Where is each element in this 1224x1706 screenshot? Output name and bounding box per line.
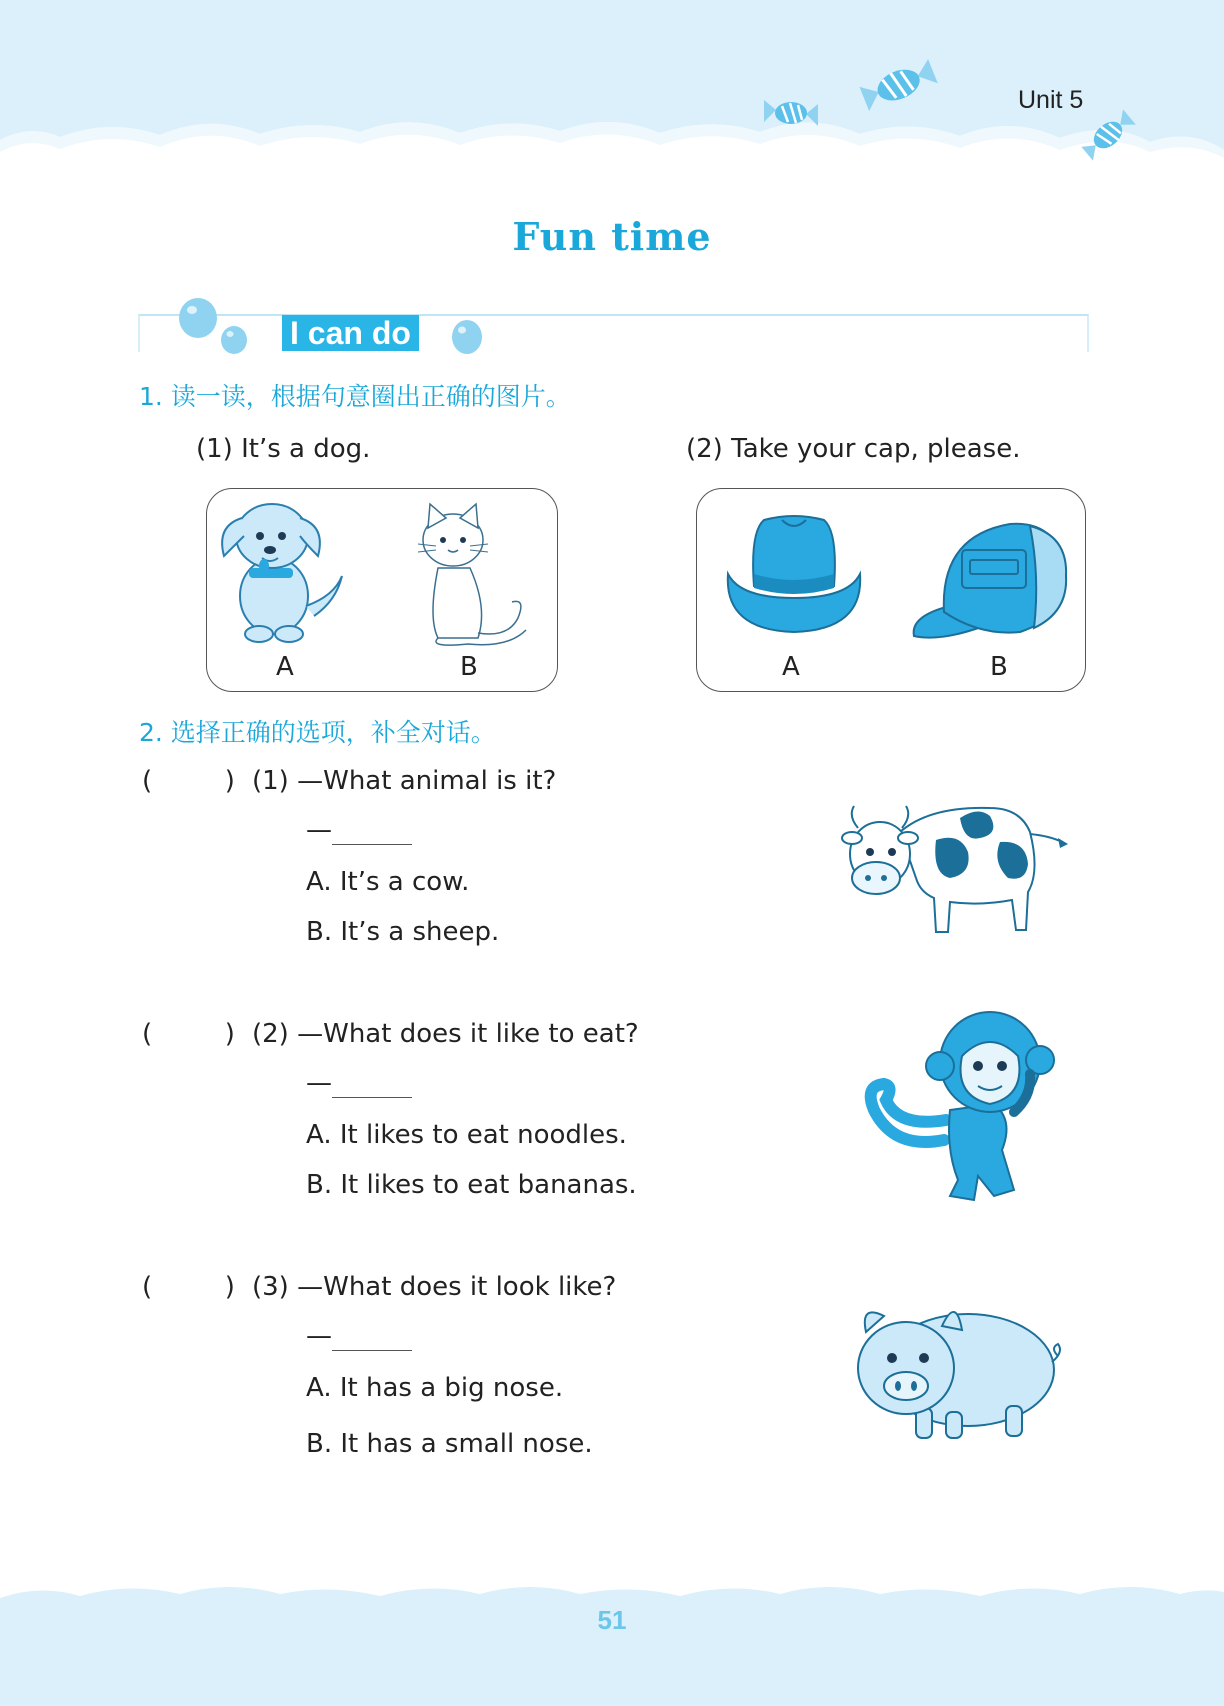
question-number: (1): [252, 766, 289, 796]
close-paren: ): [224, 766, 235, 796]
exercise-1-q1: [196, 434, 370, 464]
page-title: Fun time: [512, 214, 712, 259]
monkey-icon: [854, 1000, 1066, 1206]
answer-blank-parentheses[interactable]: [142, 1272, 235, 1302]
hat-icon[interactable]: [720, 512, 868, 636]
answer-line[interactable]: —: [306, 1068, 412, 1098]
option-label-b: B: [990, 652, 1008, 682]
candy-icon: [760, 92, 822, 134]
pig-icon: [846, 1296, 1066, 1446]
question-number: (1): [196, 434, 233, 464]
option-b: B. It’s a sheep.: [306, 917, 500, 947]
exercise-1-title: 1. 读一读，根据句意圈出正确的图片。: [139, 382, 571, 411]
option-label-b: B: [460, 652, 478, 682]
question-text: It’s a dog.: [241, 434, 371, 464]
question-text: —What animal is it?: [297, 766, 557, 796]
blank-underline[interactable]: [332, 820, 412, 845]
bottom-cloud-band: [0, 1580, 1224, 1706]
balloon-icon: [176, 296, 254, 360]
option-a: A. It likes to eat noodles.: [306, 1120, 627, 1150]
section-header-line: [138, 314, 1089, 352]
question-text: —What does it look like?: [297, 1272, 617, 1302]
option-a: A. It’s a cow.: [306, 867, 470, 897]
blank-underline[interactable]: [332, 1326, 412, 1351]
exercise-2-title: 2. 选择正确的选项，补全对话。: [139, 718, 496, 747]
page-number: 51: [597, 1605, 627, 1635]
close-paren: ): [224, 1019, 235, 1049]
answer-line[interactable]: —: [306, 1321, 412, 1351]
option-b: B. It likes to eat bananas.: [306, 1170, 637, 1200]
option-label-a: A: [276, 652, 294, 682]
cow-icon: [840, 782, 1070, 942]
question-text: —What does it like to eat?: [297, 1019, 639, 1049]
cat-icon[interactable]: [408, 498, 528, 646]
unit-label: Unit 5: [1018, 86, 1084, 114]
open-paren: (: [142, 1019, 153, 1049]
question-text: Take your cap, please.: [731, 434, 1021, 464]
dog-icon[interactable]: [214, 496, 354, 646]
answer-line[interactable]: —: [306, 815, 412, 845]
candy-icon: [858, 58, 940, 114]
option-b: B. It has a small nose.: [306, 1429, 593, 1459]
answer-blank-parentheses[interactable]: [142, 766, 235, 796]
balloon-icon: [449, 318, 485, 360]
cap-icon[interactable]: [910, 516, 1070, 642]
blank-underline[interactable]: [332, 1073, 412, 1098]
question-number: (2): [252, 1019, 289, 1049]
dialogue-question-2: [252, 1019, 639, 1049]
exercise-1-q2: [686, 434, 1020, 464]
close-paren: ): [224, 1272, 235, 1302]
open-paren: (: [142, 1272, 153, 1302]
dialogue-question-1: [252, 766, 556, 796]
question-number: (2): [686, 434, 723, 464]
candy-icon: [1078, 105, 1138, 165]
question-number: (3): [252, 1272, 289, 1302]
dialogue-question-3: [252, 1272, 616, 1302]
answer-blank-parentheses[interactable]: [142, 1019, 235, 1049]
option-a: A. It has a big nose.: [306, 1373, 564, 1403]
option-label-a: A: [782, 652, 800, 682]
section-badge: I can do: [282, 315, 419, 351]
open-paren: (: [142, 766, 153, 796]
